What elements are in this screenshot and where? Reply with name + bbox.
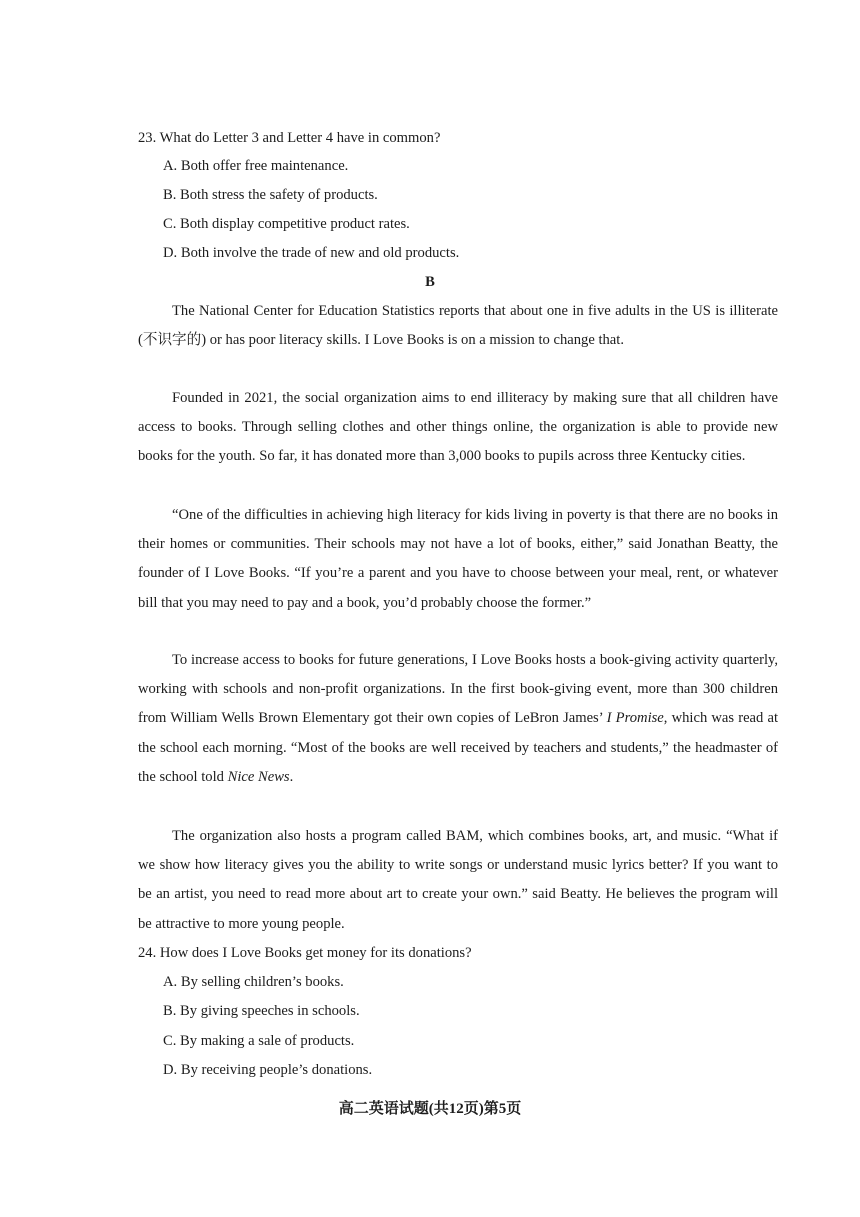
question-24: 24. How does I Love Books get money for its donations? — [138, 945, 472, 961]
q23-option-b: B. Both stress the safety of products. — [163, 187, 378, 203]
passage-paragraph-5: The organization also hosts a program called BAM, which combines books, art, and music. “What if we show how literacy gives you the ability to write songs or understand music lyrics better? If you want to be an artist, you need to read more about art to create your own.” said Beatty. He believes the program will be attractive to more young people. — [138, 828, 778, 932]
passage-paragraph-1: The National Center for Education Statistics reports that about one in five adults in the US is illiterate (不识字的) or has poor literacy skills. I Love Books is on a mission to change that. — [138, 303, 778, 349]
q24-option-c: C. By making a sale of products. — [163, 1033, 355, 1049]
news-source: Nice News — [227, 768, 290, 785]
passage-paragraph-4 — [138, 646, 778, 792]
p4-text-a: To increase access to books for future generations, I Love Books hosts a book-giving activity quarterly, working with schools and non-profit organizations. In the first book-giving event, more than 300 children from William Wells Brown Elementary got their own copies of LeBron James’ — [138, 652, 778, 727]
q23-option-d: D. Both involve the trade of new and old products. — [163, 245, 460, 261]
section-label: B — [425, 274, 435, 290]
passage-paragraph-3: “One of the difficulties in achieving high literacy for kids living in poverty is that there are no books in their homes or communities. Their schools may not have a lot of books, either,” said Jonathan Beatty, the founder of I Love Books. “If you’re a parent and you have to choose between your meal, rent, or whatever bill that you may need to pay and a book, you’d probably choose the former.” — [138, 507, 778, 611]
book-title: I Promise — [606, 710, 664, 727]
q23-option-a: A. Both offer free maintenance. — [163, 158, 349, 174]
q24-option-d: D. By receiving people’s donations. — [163, 1062, 373, 1078]
p4-text-b: , which was read at the school each morning. “Most of the books are well received by teachers and students,” the headmaster of the school told — [138, 710, 779, 785]
q24-option-a: A. By selling children’s books. — [163, 974, 344, 990]
question-23: 23. What do Letter 3 and Letter 4 have in common? — [138, 130, 441, 146]
p4-text-c: . — [289, 768, 294, 785]
passage-paragraph-2: Founded in 2021, the social organization aims to end illiteracy by making sure that all children have access to books. Through selling clothes and other things online, the organization is able to provide new books for the youth. So far, it has donated more than 3,000 books to pupils across three Kentucky cities. — [138, 390, 778, 465]
q24-option-b: B. By giving speeches in schools. — [163, 1003, 360, 1019]
page-footer: 高二英语试题(共12页)第5页 — [338, 1101, 522, 1117]
q23-option-c: C. Both display competitive product rates. — [163, 216, 410, 232]
